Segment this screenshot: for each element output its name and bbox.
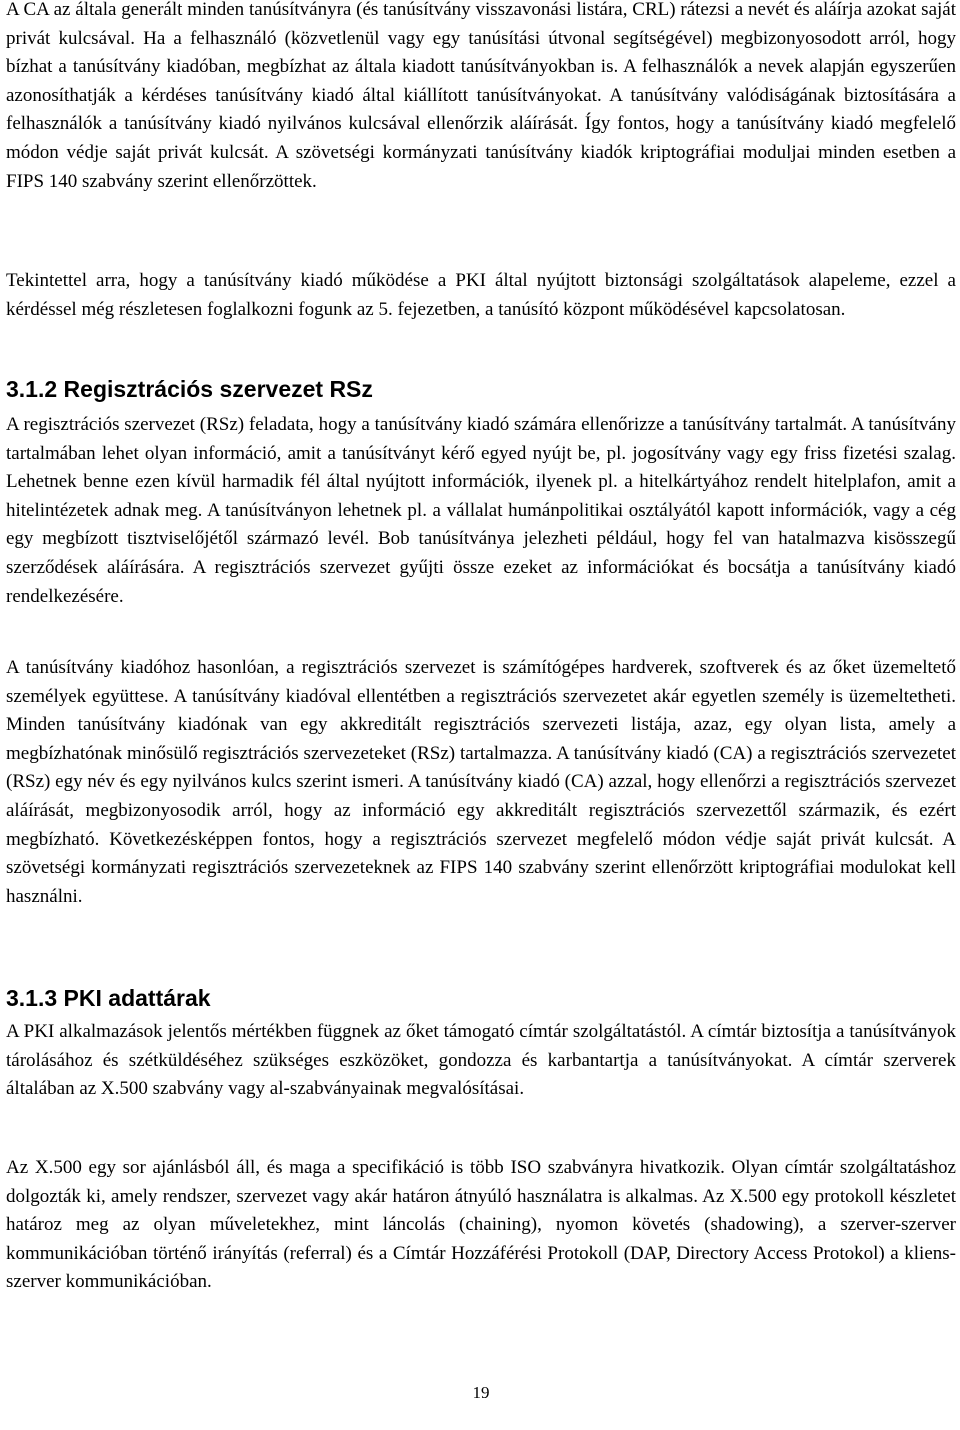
section-heading-pki-repositories: 3.1.3 PKI adattárak: [6, 985, 211, 1011]
paragraph-ca-signing: A CA az általa generált minden tanúsítványra (és tanúsítvány visszavonási listára, CRL) rátezsi a nevét és aláírja azokat saját privát kulcsával. Ha a felhasználó (közvetlenül vagy egy tanúsítási útvonal segítségével) megbizonyosodott arról, hogy bízhat a tanúsítvány kiadóban, megbízhat az általa kiadott tanúsítványokban is. A felhasználók a nevek alapján egyszerűen azonosíthatják a kérdéses tanúsítvány kiadó által kiállított tanúsítványokat. A tanúsítvány valódiságának biztosítására a felhasználók a tanúsítvány kiadó nyilvános kulcsával ellenőrzik aláírását. Így fontos, hogy a tanúsítvány kiadó megfelelő módon védje saját privát kulcsát. A szövetségi kormányzati tanúsítvány kiadók kriptográfiai moduljai minden esetben a FIPS 140 szabvány szerint ellenőrzöttek.: [6, 0, 956, 192]
section-heading-registration-authority: 3.1.2 Regisztrációs szervezet RSz: [6, 376, 373, 402]
document-page: [6, 0, 956, 1430]
paragraph-x500: Az X.500 egy sor ajánlásból áll, és maga a specifikáció is több ISO szabványra hivatkozik. Olyan címtár szolgáltatáshoz dolgozták ki, amely rendszer, szervezet vagy akár határon átnyúló használatra is alkalmas. Az X.500 egy protokoll készletet határoz meg az olyan műveletekhez, mint láncolás (chaining), nyomon követés (shadowing), a szerver-szerver kommunikációban történő irányítás (referral) és a Címtár Hozzáférési Protokoll (DAP, Directory Access Protokol) a kliens-szerver kommunikációban.: [6, 1157, 956, 1293]
page-number: 19: [472, 1383, 490, 1402]
paragraph-ca-pki-core: Tekintettel arra, hogy a tanúsítvány kiadó működése a PKI által nyújtott biztonsági szolgáltatások alapeleme, ezzel a kérdéssel még részletesen foglalkozni fogunk az 5. fejezetben, a tanúsító központ működésével kapcsolatosan.: [6, 270, 956, 320]
paragraph-ra-composition: A tanúsítvány kiadóhoz hasonlóan, a regisztrációs szervezet is számítógépes hardverek, szoftverek és az őket üzemeltető személyek együttese. A tanúsítvány kiadóval ellentétben a regisztrációs szervezetet akár egyetlen személy is üzemeltetheti. Minden tanúsítvány kiadónak van egy akkreditált regisztrációs szervezeti listája, azaz, egy olyan lista, amely a megbízhatónak minősülő regisztrációs szervezeteket (RSz) tartalmazza. A tanúsítvány kiadó (CA) a regisztrációs szervezetet (RSz) egy név és egy nyilvános kulcs szerint ismeri. A tanúsítvány kiadó (CA) azzal, hogy ellenőrzi a regisztrációs szervezet aláírását, megbizonyosodik arról, hogy az információ egy akkreditált regisztrációs szervezettől származik, és ezért megbízható. Következésképpen fontos, hogy a regisztrációs szervezet megfelelő módon védje saját privát kulcsát. A szövetségi kormányzati regisztrációs szervezeteknek az FIPS 140 szabvány szerint ellenőrzött kriptográfiai modulokat kell használni.: [6, 657, 956, 907]
paragraph-directory-services: A PKI alkalmazások jelentős mértékben függnek az őket támogató címtár szolgáltatástól. A címtár biztosítja a tanúsítványok tárolásához és szétküldéséhez szükséges eszközöket, gondozza és karbantartja a tanúsítványokat. A címtár szerverek általában az X.500 szabvány vagy al-szabványainak megvalósításai.: [6, 1021, 956, 1100]
paragraph-ra-role: A regisztrációs szervezet (RSz) feladata, hogy a tanúsítvány kiadó számára ellenőrizze a tanúsítvány tartalmát. A tanúsítvány tartalmában lehet olyan információ, amit a tanúsítványt kérő egyed nyújt be, pl. jogosítvány vagy egy friss fizetési szalag. Lehetnek benne ezen kívül harmadik fél által nyújtott információk, ilyenek pl. a hitelkártyához rendelt hitelplafon, amit a hitelintézetek adnak meg. A tanúsítványon lehetnek pl. a vállalat humánpolitikai osztályától kapott információk, vagy a cég egy megbízott tisztviselőjétől származó levél. Bob tanúsítványa jelezheti például, hogy fel van hatalmazva kisösszegű szerződések aláírására. A regisztrációs szervezet gyűjti össze ezeket az információkat és bocsátja a tanúsítvány kiadó rendelkezésére.: [6, 414, 956, 607]
